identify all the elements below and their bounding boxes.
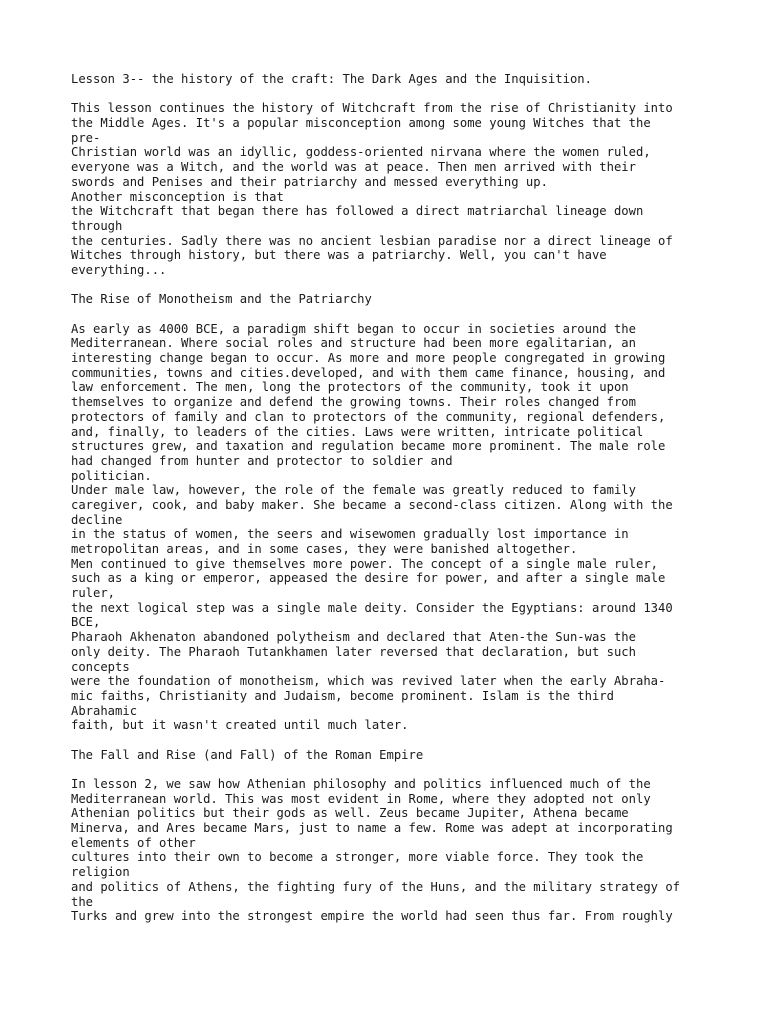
section-heading-monotheism bbox=[71, 292, 731, 307]
text-line: protectors of family and clan to protectors of the community, regional defenders, bbox=[71, 409, 666, 424]
text-line: Minerva, and Ares became Mars, just to name a few. Rome was adept at incorporating bbox=[71, 821, 673, 836]
text-line: As early as 4000 BCE, a paradigm shift began to occur in societies around the bbox=[71, 321, 636, 336]
text-line: Pharaoh Akhenaton abandoned polytheism and declared that Aten-the Sun-was the bbox=[71, 630, 636, 645]
text-line: cultures into their own to become a stronger, more viable force. They took the bbox=[71, 850, 644, 865]
text-line: such as a king or emperor, appeased the desire for power, and after a single male bbox=[71, 571, 666, 586]
text-line: Christian world was an idyllic, goddess-oriented nirvana where the women ruled, bbox=[71, 145, 651, 160]
text-line: everything... bbox=[71, 262, 167, 277]
text-line: swords and Penises and their patriarchy and messed everything up. bbox=[71, 174, 548, 189]
block-spacer bbox=[71, 278, 731, 293]
text-line: and politics of Athens, the fighting fury of the Huns, and the military strategy of bbox=[71, 879, 681, 894]
lesson-title bbox=[71, 72, 731, 87]
text-line: Mediterranean world. This was most evident in Rome, where they adopted not only bbox=[71, 791, 651, 806]
text-line: interesting change began to occur. As more and more people congregated in growing bbox=[71, 351, 666, 366]
heading-line: Lesson 3-- the history of the craft: The Dark Ages and the Inquisition. bbox=[71, 72, 592, 86]
section-heading-roman-empire bbox=[71, 748, 731, 763]
text-line: and, finally, to leaders of the cities. Laws were written, intricate political bbox=[71, 424, 644, 439]
text-line: Turks and grew into the strongest empire the world had seen thus far. From roughly bbox=[71, 909, 673, 924]
text-line: law enforcement. The men, long the protectors of the community, took it upon bbox=[71, 380, 629, 395]
text-line: Another misconception is that bbox=[71, 189, 284, 204]
text-line: pre- bbox=[71, 130, 101, 145]
text-line: Men continued to give themselves more power. The concept of a single male ruler, bbox=[71, 556, 658, 571]
text-line: the Witchcraft that began there has followed a direct matriarchal lineage down bbox=[71, 204, 644, 219]
text-line: faith, but it wasn't created until much later. bbox=[71, 718, 409, 733]
text-line: Under male law, however, the role of the female was greatly reduced to family bbox=[71, 483, 636, 498]
block-spacer bbox=[71, 307, 731, 322]
block-spacer bbox=[71, 87, 731, 102]
text-line: decline bbox=[71, 512, 123, 527]
text-line: metropolitan areas, and in some cases, they were banished altogether. bbox=[71, 542, 578, 556]
text-line: through bbox=[71, 218, 123, 233]
text-line: caregiver, cook, and baby maker. She became a second-class citizen. Along with the bbox=[71, 497, 673, 512]
text-line: the centuries. Sadly there was no ancient lesbian paradise nor a direct lineage of bbox=[71, 233, 673, 248]
text-line: religion bbox=[71, 865, 130, 880]
heading-line: The Fall and Rise (and Fall) of the Roman Empire bbox=[71, 747, 424, 762]
block-spacer bbox=[71, 733, 731, 748]
roman-empire-paragraph bbox=[71, 777, 731, 924]
text-line: only deity. The Pharaoh Tutankhamen later reversed that declaration, but such bbox=[71, 644, 636, 659]
text-line: everyone was a Witch, and the world was at peace. Then men arrived with their bbox=[71, 160, 636, 175]
heading-line: The Rise of Monotheism and the Patriarchy bbox=[71, 292, 372, 307]
text-line: In lesson 2, we saw how Athenian philosophy and politics influenced much of the bbox=[71, 777, 651, 791]
text-line: communities, towns and cities.developed, and with them came finance, housing, and bbox=[71, 365, 666, 380]
text-line: structures grew, and taxation and regulation became more prominent. The male role bbox=[71, 439, 666, 454]
text-line: This lesson continues the history of Witchcraft from the rise of Christianity into bbox=[71, 101, 673, 116]
text-line: Witches through history, but there was a patriarchy. Well, you can't have bbox=[71, 248, 607, 263]
text-line: mic faiths, Christianity and Judaism, become prominent. Islam is the third bbox=[71, 688, 614, 703]
monotheism-paragraph bbox=[71, 322, 731, 733]
text-line: Athenian politics but their gods as well. Zeus became Jupiter, Athena became bbox=[71, 806, 629, 821]
text-line: the bbox=[71, 894, 94, 909]
text-line: the Middle Ages. It's a popular misconception among some young Witches that the bbox=[71, 116, 651, 131]
text-line: concepts bbox=[71, 659, 130, 674]
text-line: were the foundation of monotheism, which was revived later when the early Abraha- bbox=[71, 674, 666, 689]
text-line: in the status of women, the seers and wisewomen gradually lost importance in bbox=[71, 527, 629, 542]
text-line: the next logical step was a single male deity. Consider the Egyptians: around 1340 bbox=[71, 600, 673, 615]
text-line: politician. bbox=[71, 468, 152, 483]
text-line: elements of other bbox=[71, 835, 196, 850]
text-line: Mediterranean. Where social roles and structure had been more egalitarian, an bbox=[71, 336, 636, 351]
document-page bbox=[71, 72, 731, 924]
intro-paragraph bbox=[71, 101, 731, 277]
text-line: BCE, bbox=[71, 615, 101, 630]
text-line: ruler, bbox=[71, 586, 116, 601]
text-line: themselves to organize and defend the growing towns. Their roles changed from bbox=[71, 395, 636, 410]
block-spacer bbox=[71, 762, 731, 777]
text-line: had changed from hunter and protector to soldier and bbox=[71, 453, 453, 468]
text-line: Abrahamic bbox=[71, 703, 138, 718]
